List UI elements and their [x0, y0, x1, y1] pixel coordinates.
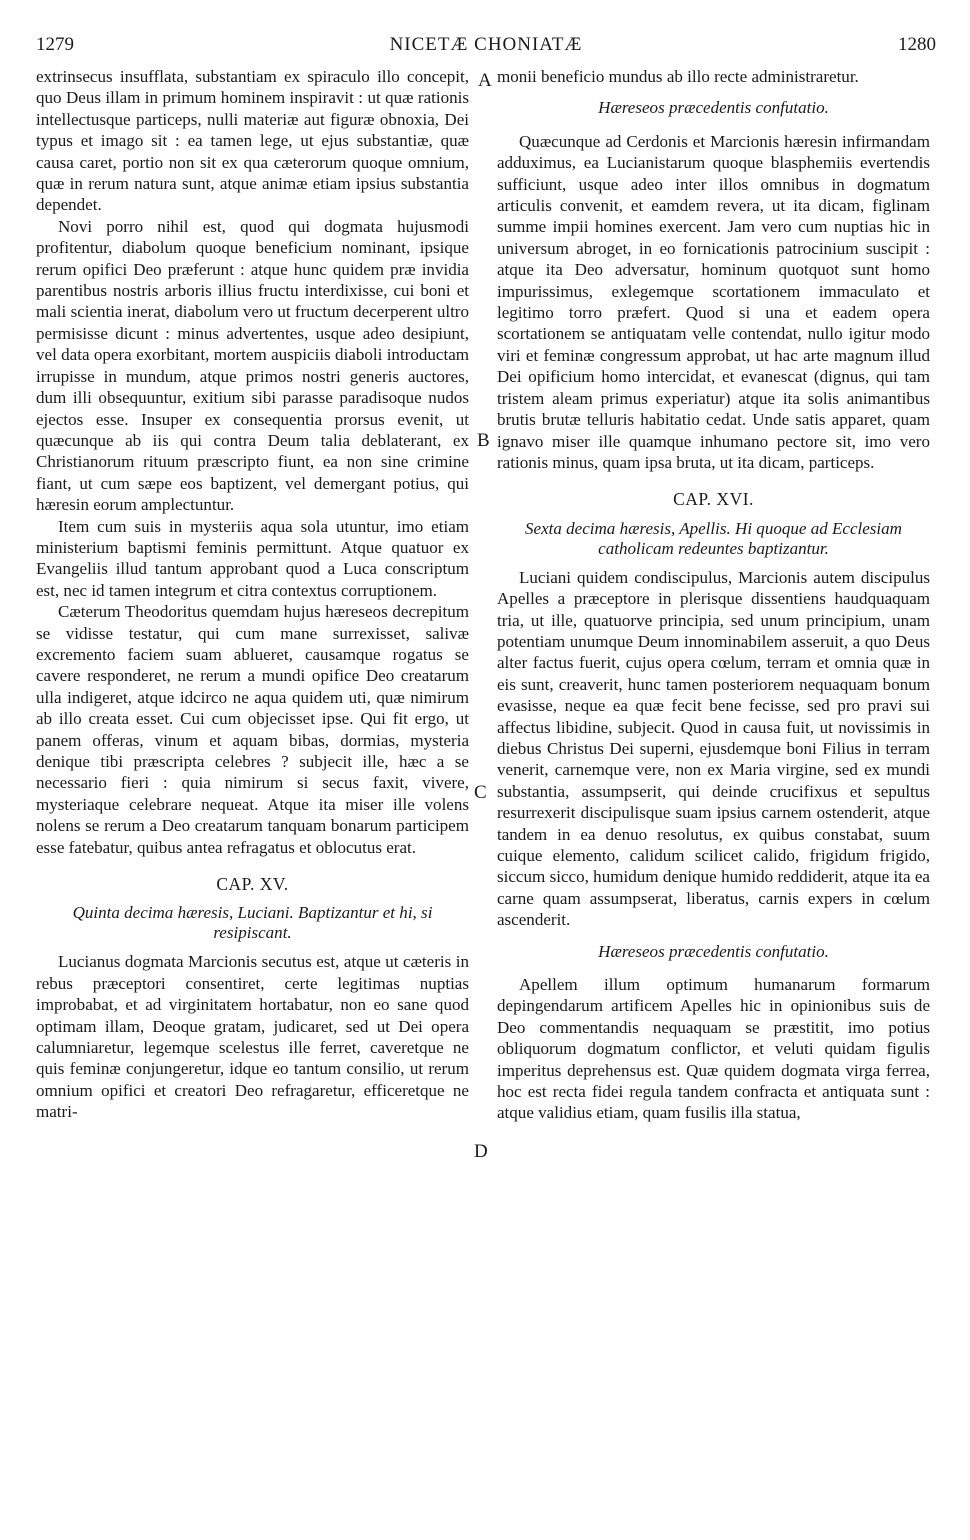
paragraph: Apellem illum optimum humanarum formarum depingendarum artificem Apelles hic in opinionibus suis de Deo commentandis nequaquam se præstitit, imo potius obliquorum dogmatum conflictor, et veluti quidam figulis imperitus deprehensus est. Quæ quidem dogmata virga ferrea, hoc est recta fidei regula tandem confracta et antiquata sunt : atque validius etiam, quam fusilis illa statua, [497, 975, 930, 1123]
paragraph: Cæterum Theodoritus quemdam hujus hæreseos decrepitum se vidisse testatur, qui cum mane surrexisset, salivæ excremento faciem suam ablueret, causamque rogatus se cavere responderet, ne rerum a mundi opifice Deo creatarum ulla indigeret, atque idcirco ne aqua quidem uti, quæ nimirum ab illo creata esset. Cui cum objecisset ipse. Qui fit ergo, ut panem offeras, vinum et aquam bibas, dormias, mysteria denique tibi præscripta celebres ? subjecit ille, hæc a se necessario fieri : quia nimirum si secus faxit, vivere, mysteriaque celebrare nequeat. Atque ita miser ille volens nolens se rerum a Deo creatarum tanquam bonarum participem esse fatebatur, quibus antea refragatus et oblocutus erat. [36, 602, 469, 857]
running-title: NICETÆ CHONIATÆ [389, 34, 583, 55]
paragraph: Luciani quidem condiscipulus, Marcionis autem discipulus Apelles a præceptore in plerisque dissentiens haudquaquam tria, ut ille, quatuorve principia, sed unum principium, unam potentiam unumque Deum innominabilem asseruit, a quo Deus alter factus fuerit, cujus opera cœlum, terram et omnia quæ in eis sunt, creaverit, hunc tamen posteriorem nequaquam bonum evasisse, neque ea quæ fecit bene fecisse, sed pro pravi sui affectus libidine, subjecit. Quod in causa fuit, ut novissimis in diebus Christus Dei superni, ejusdemque boni Filius in terram venerit, carnemque vere, non ex Maria virgine, sed ex mundi substantia, assumpserit, qui deinde crucifixus et sepultus resurrexerit discipulisque suam ipsius carnem ostenderit, atque tandem in ea denuo resolutus, ex quibus constabat, suum cuique elemento, calidum scilicet calido, frigidum frigido, siccum sicco, humidum denique humido reddiderit, atque ita ea carne quam assumpserat, liberatus, carnis expers in cœlum ascenderit. [497, 567, 930, 930]
paragraph: extrinsecus insufflata, substantiam ex spiraculo illo concepit, quo Deus illam in primum hominem inspiravit : ut quæ rationis intellectusque particeps, nulli materiæ aut figuræ obnoxia, Dei typus et imago sit : ea tamen lege, ut ejus substantiæ, quæ causa caret, portio non sit ex qua cæterorum quoque omnium, quæ in rerum natura sunt, atque animæ etiam ipsius substantia dependet. [36, 67, 469, 215]
margin-marker-d: D [474, 1141, 488, 1162]
paragraph: Novi porro nihil est, quod qui dogmata hujusmodi profitentur, diabolum quoque beneficium nominant, ipsique rerum opifici Deo præferunt : atque hunc quidem præ invidia parentibus nostris arboris illius fructu interdixisse, cui boni et mali scientia inerat, diabolum vero ut fructum decerperent ultro permisisse dicunt : minus advertentes, usque adeo desipiunt, vel data opera exorbitant, mortem auspiciis diaboli introductam irrupisse in mundum, atque primos nostri generis auctores, dum illi obsequuntur, exitium sibi parasse paradisoque nudos ejectos esse. Insuper ex consequentia prorsus evenit, ut quæcunque ab iis qui contra Deum talia deblaterant, ex Christianorum rituum præscripto fiunt, ea non sine crimine fiant, ut cum sæpe eos baptizent, vel demergant potius, qui hæresin eorum amplectuntur. [36, 216, 469, 515]
chapter-heading: CAP. XV. [216, 874, 289, 895]
margin-marker-a: A [478, 70, 492, 91]
left-column [36, 66, 469, 1123]
chapter-subtitle: Quinta decima hæresis, Luciani. Baptizantur et hi, si resipiscant. [72, 903, 433, 943]
margin-marker-c: C [474, 782, 487, 803]
margin-marker-b: B [477, 430, 490, 451]
paragraph: Lucianus dogmata Marcionis secutus est, atque ut cæteris in rebus præceptori consentiret, certe legitimas nuptias improbabat, et ad virginitatem hortabatur, non eo sane quod optimam illam, Deoque gratam, judicaret, sed ut Dei opera calumniaretur, legemque scelestus ille ferret, caveretque ne quis feminæ conjungeretur, idque eo tantum consilio, ut rerum omnium opifici et creatori Deo refragaretur, efficeretque ne matri- [36, 952, 469, 1122]
paragraph: Quæcunque ad Cerdonis et Marcionis hæresin infirmandam adduximus, ea Lucianistarum quoque blasphemiis evertendis sufficiunt, usque adeo inter illos omnibus in dogmatum articulis convenit, et eamdem revera, ut ita dicam, figlinam summe impii homines exercent. Jam vero cum nuptias hic in universum abroget, in eo fornicationis patrocinium suscipit : atque ita Deo adversatur, hominum quotquot sunt homo impurissimus, exlegemque scortationem immaculato et legitimo torro præfert. Quod si una et eadem opera scortationem se antiquatam velle contendat, nullo igitur modo viri et feminæ congressum approbat, ut hac arte magnum illud Dei opificium homo intercidat, et evanescat (dignus, qui tam tristem aleam primus experiatur) atque ita solis animantibus brutis brutæ telluris habitatio cedat. Unde satis apparet, quam ignavo miser ille quamque inhumano pectore sit, imo vero rationis minus, quam ipsa bruta, ut ita dicam, particeps. [497, 131, 930, 472]
section-subheading: Hæreseos præcedentis confutatio. [598, 98, 829, 118]
right-column [497, 66, 930, 1124]
paragraph: Item cum suis in mysteriis aqua sola utuntur, imo etiam ministerium baptismi feminis permittunt. Atque quatuor ex Evangeliis illud tantum approbant quod a Luca conscriptum est, nec id tamen integrum et citra contextus corruptionem. [36, 516, 469, 600]
section-subheading: Hæreseos præcedentis confutatio. [598, 941, 829, 961]
page-number-right: 1280 [898, 34, 936, 55]
paragraph: monii beneficio mundus ab illo recte administraretur. [497, 67, 859, 86]
page-header [36, 34, 936, 64]
page-number-left: 1279 [36, 34, 74, 55]
chapter-heading: CAP. XVI. [673, 489, 754, 510]
chapter-subtitle: Sexta decima hæresis, Apellis. Hi quoque ad Ecclesiam catholicam redeuntes baptizantur. [525, 518, 902, 558]
